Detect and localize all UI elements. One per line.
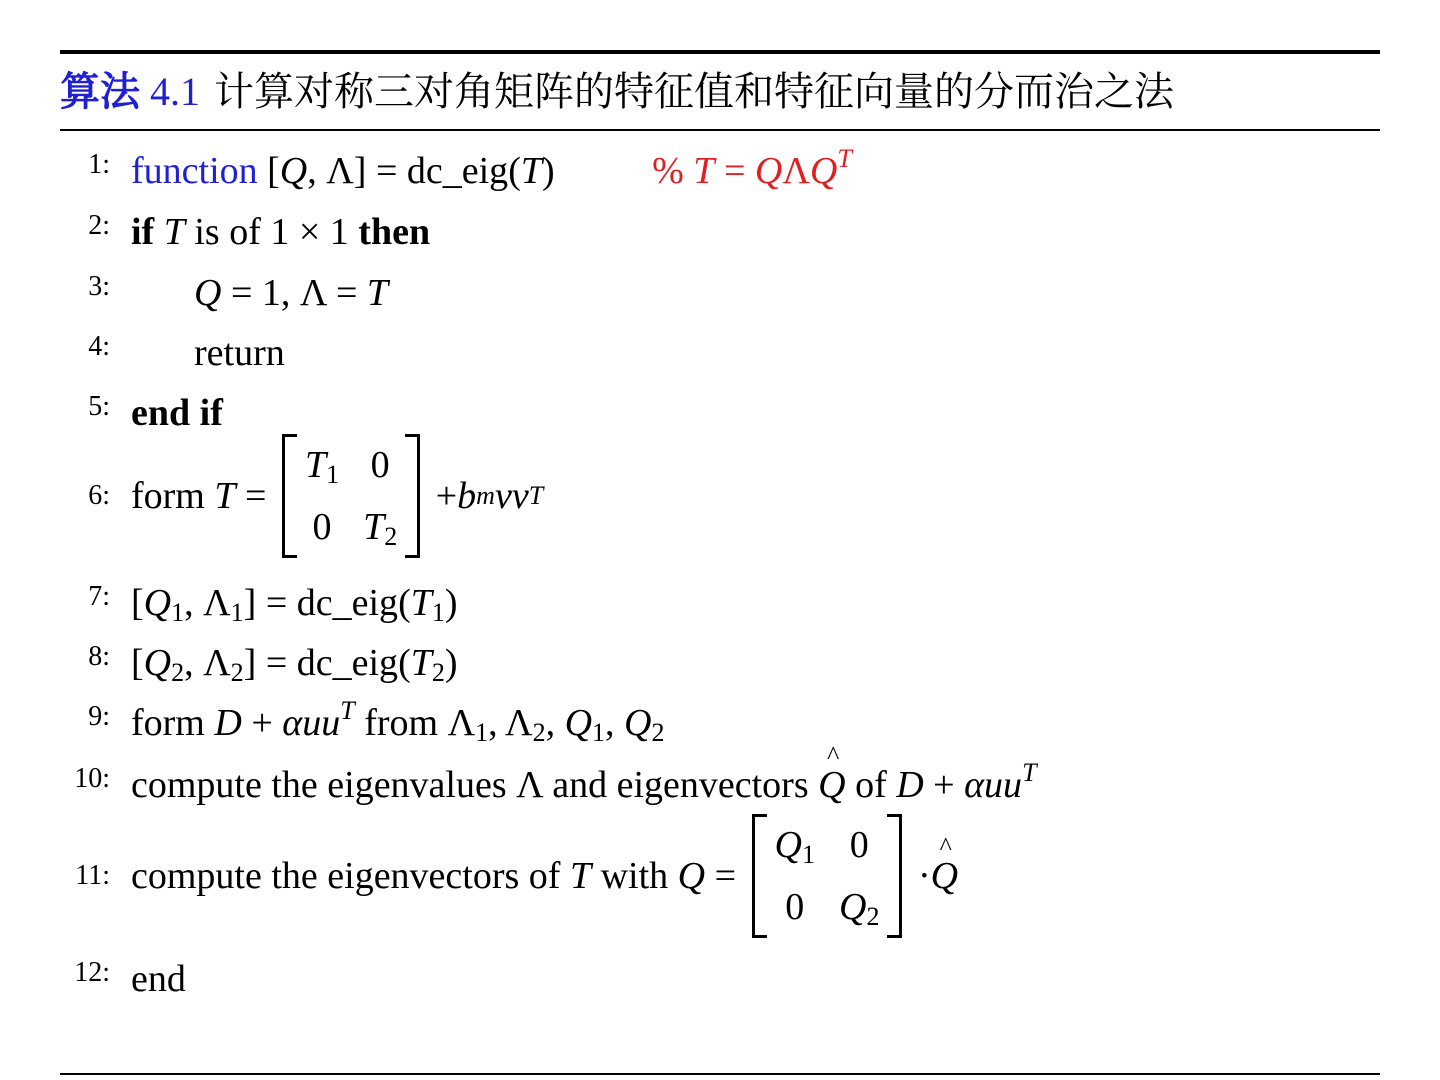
and-eigenvectors-text: and eigenvectors bbox=[552, 764, 809, 806]
end-statement: end bbox=[131, 958, 186, 1000]
bottom-rule bbox=[60, 1073, 1380, 1075]
is-of-text: is of bbox=[194, 211, 261, 253]
function-name: dc_eig bbox=[296, 582, 399, 624]
line-number: 6: bbox=[88, 480, 110, 511]
line-number: 7: bbox=[88, 581, 110, 612]
line-code: [$Q_2$, $\Lambda_2$] = $dc\_eig(T_2)$ bbox=[131, 642, 458, 687]
line-code: Q = 1, Λ = T bbox=[194, 272, 389, 314]
line-code: function [Q, Λ] = dc_eig(T) % $T = Q\Lambda Q^T$ bbox=[131, 144, 852, 192]
of-text: of bbox=[855, 764, 887, 806]
line-code: [$Q_1$, $\Lambda_1$] = $dc\_eig(T_1)$ bbox=[131, 582, 458, 627]
line-code bbox=[131, 331, 285, 375]
line-number: 8: bbox=[88, 641, 110, 672]
compute-eigenvalues-text: compute the eigenvalues bbox=[131, 764, 507, 806]
caption-title: 计算对称三对角矩阵的特征值和特征向量的分而治之法 bbox=[214, 68, 1174, 115]
line-code: if T is of 1 × 1 then bbox=[131, 211, 431, 253]
algo-line-6 bbox=[60, 431, 1380, 561]
line-number: 4: bbox=[88, 331, 110, 362]
if-keyword: if bbox=[131, 211, 155, 253]
line-number: 3: bbox=[88, 271, 110, 302]
from-text: from bbox=[364, 702, 439, 744]
line-code: form D + αuu$^T$ from $\Lambda_1$, $\Lambda_2$, $Q_1$, $Q_2$ bbox=[131, 696, 665, 747]
function-name: dc_eig bbox=[406, 150, 509, 192]
block-matrix: $T_1$ 0 0 $T_2$ bbox=[282, 434, 420, 558]
line-number: 1: bbox=[88, 149, 110, 180]
line-number: 2: bbox=[88, 210, 110, 241]
then-keyword: then bbox=[358, 211, 431, 253]
algorithm-block bbox=[60, 50, 1380, 1000]
algorithm-caption bbox=[60, 54, 1380, 129]
algorithm-lines bbox=[60, 131, 1380, 1000]
comment-mark: % bbox=[652, 150, 684, 192]
line-code: compute the eigenvectors of T with Q = $Q_1$ 0 0 $Q_2$ · ^ Q bbox=[131, 814, 958, 938]
function-name: dc_eig bbox=[296, 642, 399, 684]
line-number: 9: bbox=[88, 701, 110, 732]
line-number: 11: bbox=[75, 860, 110, 891]
line-number: 5: bbox=[88, 391, 110, 422]
line-number: 10: bbox=[74, 763, 110, 794]
algo-line-11 bbox=[60, 811, 1380, 941]
compute-eigenvectors-text: compute the eigenvectors of bbox=[131, 855, 561, 897]
with-text: with bbox=[600, 855, 669, 897]
line-code: form T = $T_1$ 0 0 $T_2$ + b m vv T bbox=[131, 434, 543, 558]
form-text: form bbox=[131, 702, 205, 744]
caption-number: 4.1 bbox=[150, 68, 200, 114]
comment: % $T = Q\Lambda Q^T$ bbox=[652, 144, 852, 192]
line-code: compute the eigenvalues Λ and eigenvectors ^ Q of D + αuu$^T$ bbox=[131, 763, 1037, 807]
caption-tag: 算法 bbox=[60, 68, 140, 115]
form-text: form bbox=[131, 475, 205, 517]
line-number: 12: bbox=[74, 957, 110, 988]
end-if-keyword: end if bbox=[131, 392, 223, 434]
function-keyword: function bbox=[131, 150, 258, 192]
block-matrix: $Q_1$ 0 0 $Q_2$ bbox=[752, 814, 903, 938]
return-statement: return bbox=[194, 332, 285, 374]
